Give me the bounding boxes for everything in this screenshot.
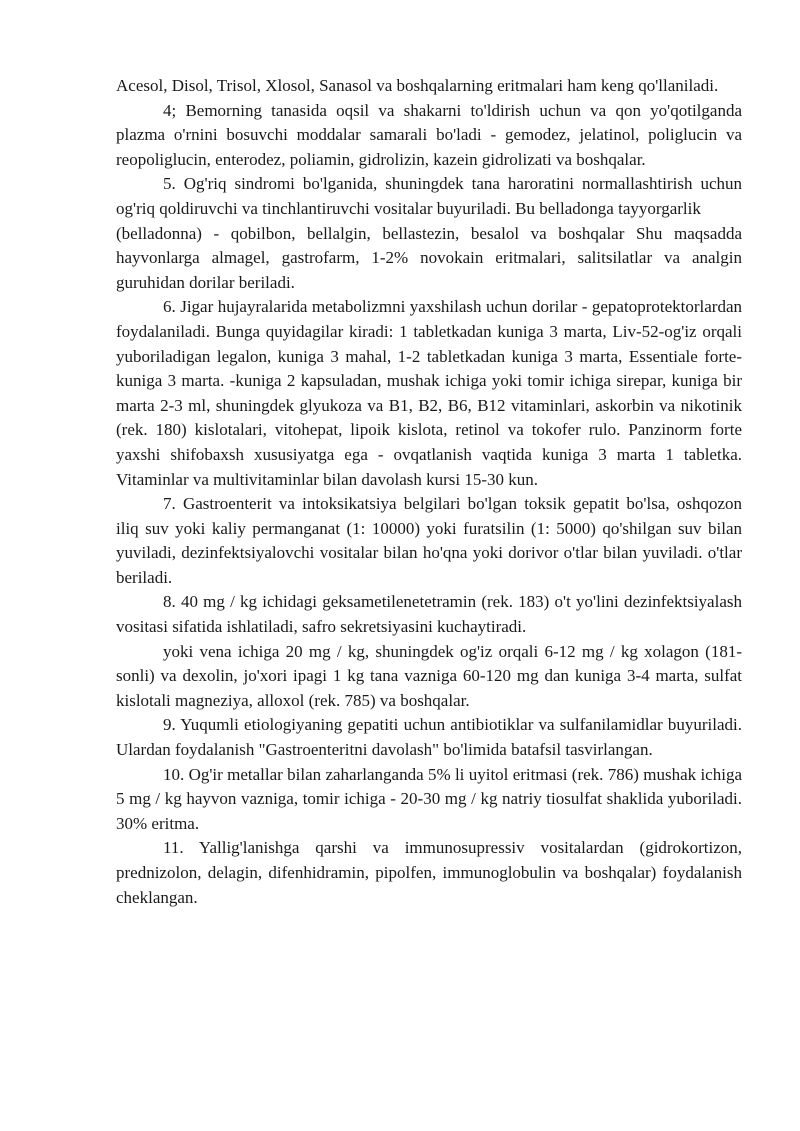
paragraph-4-plasma-substitutes: 4; Bemorning tanasida oqsil va shakarni to'ldirish uchun va qon yo'qotilganda plazma o'rnini bosuvchi moddalar samarali bo'ladi - gemodez, jelatinol, poliglucin va reopoliglucin, enterodez, poliamin, gidrolizin, kazein gidrolizati va boshqalar.	[116, 100, 742, 169]
paragraph-10-heavy-metals: 10. Og'ir metallar bilan zaharlanganda 5% li uyitol eritmasi (rek. 786) mushak ichiga 5 mg / kg hayvon vazniga, tomir ichiga - 20-30 mg / kg natriy tiosulfat shaklida yuboriladi. 30% eritma.	[116, 764, 742, 833]
paragraph-8-hexamethylenetetramine: 8. 40 mg / kg ichidagi geksametilenetetramin (rek. 183) o't yo'lini dezinfektsiyalash vositasi sifatida ishlatiladi, safro sekretsiyasini kuchaytiradi.	[116, 592, 742, 637]
paragraph-6-hepatoprotectors: 6. Jigar hujayralarida metabolizmni yaxshilash uchun dorilar - gepatoprotektorlardan foydalaniladi. Bunga quyidagilar kiradi: 1 tabletkadan kuniga 3 marta, Liv-52-og'iz orqali yuboriladigan legalon, kuniga 3 mahal, 1-2 tabletkadan kuniga 3 marta, Essentiale forte-kuniga 3 marta. -kuniga 2 kapsuladan, mushak ichiga yoki tomir ichiga sirepar, kuniga bir marta 2-3 ml, shuningdek glyukoza va B1, B2, B6, B12 vitaminlari, askorbin va nikotinik (rek. 180) kislotalari, vitohepat, lipoik kislota, retinol va tokofer rulo. Panzinorm forte yaxshi shifobaxsh xususiyatga ega - ovqatlanish vaqtida kuniga 3 marta 1 tabletka. Vitaminlar va multivitaminlar bilan davolash kursi 15-30 kun.	[116, 297, 742, 489]
paragraph-8-continued: yoki vena ichiga 20 mg / kg, shuningdek og'iz orqali 6-12 mg / kg xolagon (181-sonli) va dexolin, jo'xori ipagi 1 kg tana vazniga 60-120 mg dan kuniga 3-4 marta, sulfat kislotali magneziya, alloxol (rek. 785) va boshqalar.	[116, 641, 742, 710]
paragraph-5-pain-syndrome: 5. Og'riq sindromi bo'lganida, shuningdek tana haroratini normallashtirish uchun og'riq qoldiruvchi va tinchlantiruvchi vositalar buyuriladi. Bu belladonga tayyorgarlik	[116, 174, 742, 218]
paragraph-11-anti-inflammatory: 11. Yallig'lanishga qarshi va immunosupressiv vositalardan (gidrokortizon, prednizolon, delagin, difenhidramin, pipolfen, immunoglobulin va boshqalar) foydalanish cheklangan.	[116, 838, 742, 907]
document-page	[116, 74, 742, 910]
paragraph-solutions: Acesol, Disol, Trisol, Xlosol, Sanasol va boshqalarning eritmalari ham keng qo'llaniladi.	[116, 76, 719, 95]
paragraph-7-toxic-hepatitis: 7. Gastroenterit va intoksikatsiya belgilari bo'lgan toksik gepatit bo'lsa, oshqozon iliq suv yoki kaliy permanganat (1: 10000) yoki furatsilin (1: 5000) qo'shilgan suv bilan yuviladi, dezinfektsiyalovchi vositalar bilan ho'qna yoki dorivor o'tlar bilan yuviladi. o'tlar beriladi.	[116, 494, 742, 587]
paragraph-9-infectious-hepatitis: 9. Yuqumli etiologiyaning gepatiti uchun antibiotiklar va sulfanilamidlar buyuriladi. Ulardan foydalanish "Gastroenteritni davolash" bo'limida batafsil tasvirlangan.	[116, 715, 742, 760]
paragraph-5-belladonna: (belladonna) - qobilbon, bellalgin, bellastezin, besalol va boshqalar Shu maqsadda hayvonlarga almagel, gastrofarm, 1-2% novokain eritmalari, salitsilatlar va analgin guruhidan dorilar beriladi.	[116, 223, 742, 292]
